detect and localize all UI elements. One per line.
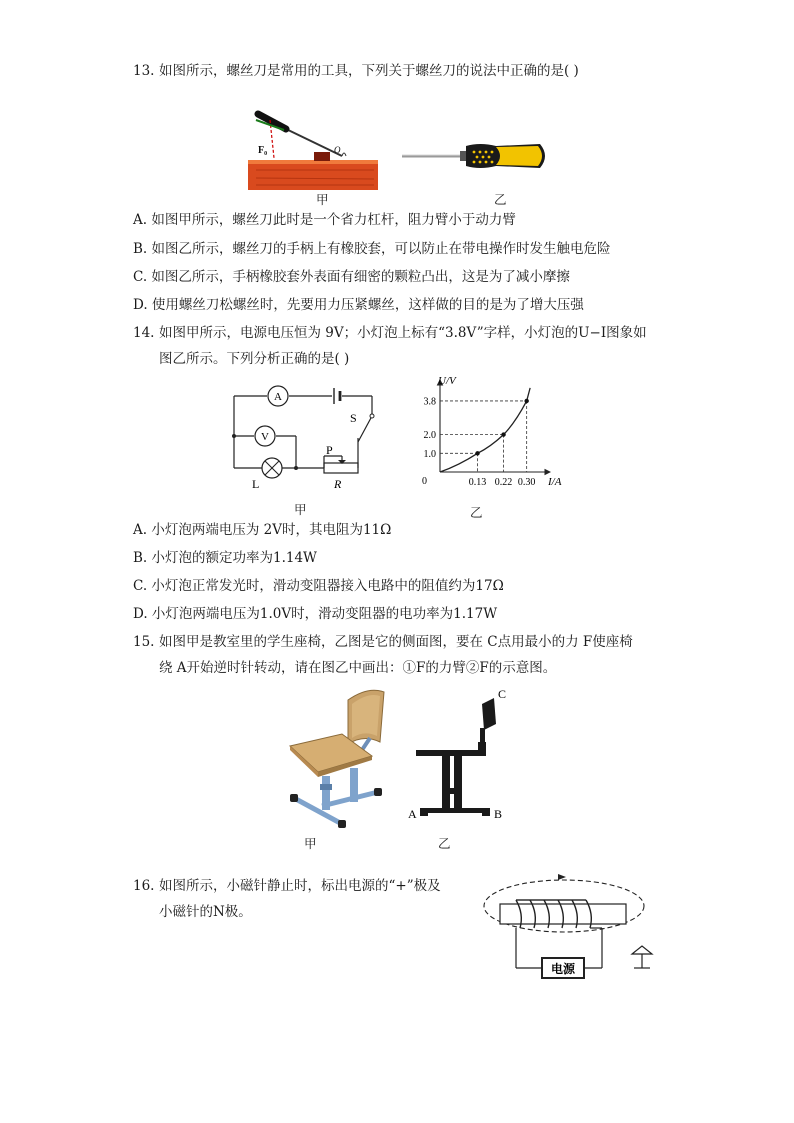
slider-label: P (326, 443, 333, 457)
q14-caption-jia: 甲 (294, 502, 307, 517)
q13-option-c: C. 如图乙所示，手柄橡胶套外表面有细密的颗粒凸出，这是为了减小摩擦 (133, 269, 570, 285)
rheostat-label: R (334, 477, 342, 491)
y-axis-label: U/V (438, 375, 456, 387)
data-point-0 (475, 451, 479, 455)
q13-option-d: D. 使用螺丝刀松螺丝时，先要用力压紧螺丝，这样做的目的是为了增大压强 (133, 297, 584, 313)
switch-label: S (350, 411, 357, 425)
q13-option-a: A. 如图甲所示，螺丝刀此时是一个省力杠杆，阻力臂小于动力臂 (133, 212, 516, 228)
origin-label: 0 (422, 476, 427, 487)
q13-option-b: B. 如图乙所示，螺丝刀的手柄上有橡胶套，可以防止在带电操作时发生触电危险 (133, 241, 611, 257)
x-axis-label: I/A (548, 476, 562, 488)
x-tick-label-1: 0.22 (494, 477, 513, 488)
data-point-2 (524, 399, 528, 403)
compass-needle-icon (632, 946, 652, 968)
q13-number: 13. (133, 63, 155, 79)
q14-option-d: D. 小灯泡两端电压为1.0V时，滑动变阻器的电功率为1.17W (133, 606, 498, 622)
x-tick-label-2: 0.30 (517, 477, 536, 488)
q14-stem-1: 14. 如图甲所示，电源电压恒为 9V；小灯泡上标有“3.8V”字样，小灯泡的U−I图象如 (133, 325, 647, 341)
q13-caption-yi: 乙 (494, 192, 507, 207)
q14-option-b: B. 小灯泡的额定功率为1.14W (133, 550, 317, 566)
q14-ui-chart (400, 372, 580, 492)
point-c-label: C (498, 687, 507, 701)
q14-option-a: A. 小灯泡两端电压为 2V时，其电阻为11Ω (133, 522, 392, 538)
data-point-1 (501, 432, 505, 436)
y-tick-label-1: 2.0 (423, 430, 436, 442)
voltmeter-icon: V (261, 431, 269, 443)
q15-chair-side-yi (406, 684, 516, 824)
q14-number: 14. (133, 325, 155, 341)
q15-caption-jia: 甲 (304, 836, 317, 851)
lamp-label: L (252, 477, 260, 491)
q14-stem-2: 图乙所示。下列分析正确的是( ) (159, 351, 350, 367)
f0-label: F₀ (258, 145, 268, 156)
point-a-label: A (408, 807, 417, 821)
q14-option-c: C. 小灯泡正常发光时，滑动变阻器接入电路中的阻值约为17Ω (133, 578, 504, 594)
q15-caption-yi: 乙 (438, 836, 451, 851)
q16-stem-1: 16. 如图所示，小磁针静止时，标出电源的“+”极及 (133, 878, 441, 894)
power-source-label: 电源 (550, 962, 576, 976)
q14-circuit-jia (224, 376, 384, 494)
q15-number: 15. (133, 634, 155, 650)
o-label: O (334, 145, 341, 155)
q14-caption-yi: 乙 (470, 505, 483, 520)
q13-figure-jia (246, 108, 382, 192)
ammeter-icon: A (274, 391, 282, 403)
x-tick-label-0: 0.13 (468, 477, 487, 488)
q13-caption-jia: 甲 (316, 192, 329, 207)
q16-solenoid-figure (480, 870, 664, 982)
y-tick-label-2: 3.8 (423, 396, 436, 408)
q16-number: 16. (133, 878, 155, 894)
point-b-label: B (494, 807, 503, 821)
ui-curve (440, 388, 530, 472)
q15-chair-photo-jia (282, 684, 390, 834)
q13-stem: 13. 如图所示，螺丝刀是常用的工具，下列关于螺丝刀的说法中正确的是( ) (133, 63, 579, 79)
y-tick-label-0: 1.0 (423, 448, 436, 460)
field-arrow-icon (558, 874, 566, 880)
q15-stem-2: 绕 A开始逆时针转动，请在图乙中画出：①F的力臂②F的示意图。 (159, 660, 557, 676)
q16-stem-2: 小磁针的N极。 (159, 904, 252, 920)
q15-stem-1: 15. 如图甲是教室里的学生座椅，乙图是它的侧面图，要在 C点用最小的力 F使座椅 (133, 634, 633, 650)
q13-figure-yi (400, 140, 552, 174)
